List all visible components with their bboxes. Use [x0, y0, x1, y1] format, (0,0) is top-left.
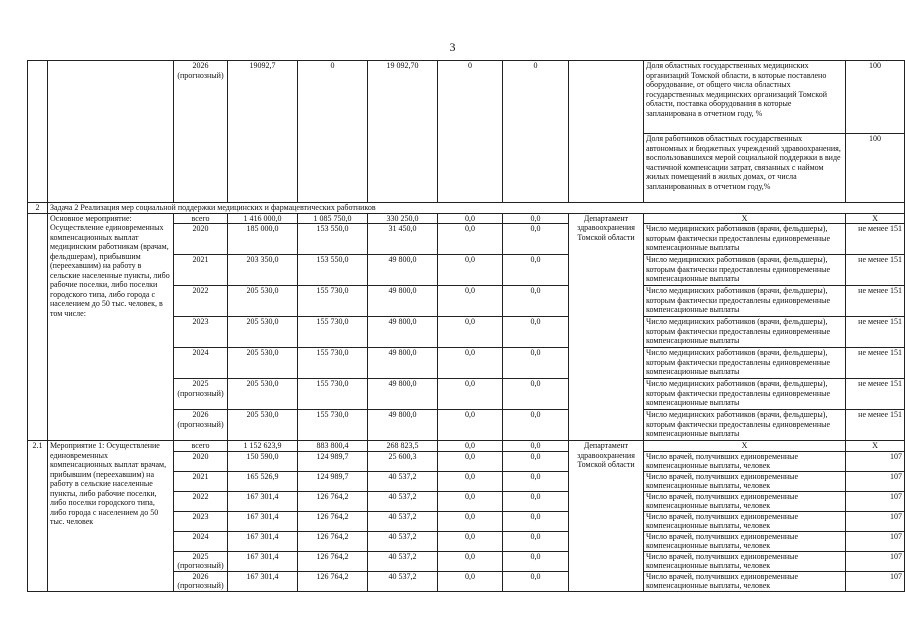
year-note: (прогнозный) — [177, 388, 224, 398]
extra-cell: 0,0 — [503, 511, 569, 531]
indicator-cell: Число медицинских работников (врачи, фельдшеры), которым фактически предоставлены единовременные компенсационные выплаты — [644, 255, 846, 286]
indicator-value: не менее 151 — [846, 317, 905, 348]
year-cell — [174, 286, 228, 317]
local-cell: 0,0 — [438, 551, 503, 571]
indicator-cell: Доля областных государственных медицинских организаций Томской области, в которые поставлено оборудование, от общего числа областных государственных медицинских организаций Томской области, поставка оборудования в которые запланирована в отчетном году, % — [644, 61, 846, 134]
total-cell: 205 530,0 — [228, 348, 298, 379]
regional-cell: 40 537,2 — [368, 511, 438, 531]
total-cell: 19092,7 — [228, 61, 298, 203]
year-cell — [174, 379, 228, 410]
regional-cell: 268 823,5 — [368, 441, 438, 452]
indicator-cell: Число врачей, получивших единовременные компенсационные выплаты, человек — [644, 451, 846, 471]
year-note: (прогнозный) — [177, 561, 224, 570]
num-cell — [28, 61, 48, 203]
indicator-cell: Число медицинских работников (врачи, фельдшеры), которым фактически предоставлены единовременные компенсационные выплаты — [644, 317, 846, 348]
year-value: 2026 — [192, 61, 209, 70]
indicator-cell: Число медицинских работников (врачи, фельдшеры), которым фактически предоставлены единовременные компенсационные выплаты — [644, 379, 846, 410]
federal-cell: 126 764,2 — [298, 491, 368, 511]
extra-cell: 0,0 — [503, 531, 569, 551]
measure-name-cell: Основное мероприятие: Осуществление единовременных компенсационных выплат медицинским работникам (врачам, фельдшерам), прибывшим (переехавшим) на работу в сельские населенные пункты, либо рабочие поселки, либо поселки городского типа, либо города с населением до 50 тыс. человек, в том числе: — [48, 213, 174, 441]
year-note: (прогнозный) — [177, 419, 224, 429]
federal-cell: 1 085 750,0 — [298, 213, 368, 224]
extra-cell: 0,0 — [503, 213, 569, 224]
indicator-value: 107 — [846, 531, 905, 551]
indicator-value: не менее 151 — [846, 286, 905, 317]
total-cell: 1 152 623,9 — [228, 441, 298, 452]
year-cell — [174, 317, 228, 348]
indicator-value: 107 — [846, 511, 905, 531]
regional-cell: 40 537,2 — [368, 491, 438, 511]
indicator-value: 107 — [846, 571, 905, 591]
year-value: 2024 — [192, 348, 209, 357]
task-title: Задача 2 Реализация мер социальной поддержки медицинских и фармацевтических работников — [48, 203, 905, 214]
total-cell: 167 301,4 — [228, 511, 298, 531]
name-cell — [48, 61, 174, 203]
year-value: 2020 — [192, 224, 209, 233]
indicator-value: не менее 151 — [846, 255, 905, 286]
year-value: 2024 — [192, 531, 209, 541]
task-row — [28, 203, 905, 214]
year-cell — [174, 224, 228, 255]
total-cell: 167 301,4 — [228, 491, 298, 511]
regional-cell: 40 537,2 — [368, 551, 438, 571]
federal-cell: 153 550,0 — [298, 224, 368, 255]
extra-cell: 0,0 — [503, 471, 569, 491]
num-cell — [28, 213, 48, 441]
extra-cell: 0,0 — [503, 410, 569, 441]
regional-cell: 31 450,0 — [368, 224, 438, 255]
year-value: 2026 — [192, 571, 209, 581]
measure-name-cell: Мероприятие 1: Осуществление единовременных компенсационных выплат врачам, прибывшим (переехавшим) на работу в сельские населенные пункты, либо рабочие поселки, либо поселки городского типа, либо города с населением до 50 тыс. человек — [48, 441, 174, 592]
local-cell: 0,0 — [438, 286, 503, 317]
federal-cell: 155 730,0 — [298, 410, 368, 441]
indicator-value: 107 — [846, 491, 905, 511]
local-cell: 0,0 — [438, 224, 503, 255]
local-cell: 0,0 — [438, 213, 503, 224]
extra-cell: 0,0 — [503, 348, 569, 379]
federal-cell: 153 550,0 — [298, 255, 368, 286]
indicator-cell: Число медицинских работников (врачи, фельдшеры), которым фактически предоставлены единовременные компенсационные выплаты — [644, 348, 846, 379]
regional-cell: 49 800,0 — [368, 317, 438, 348]
indicator-cell: Число медицинских работников (врачи, фельдшеры), которым фактически предоставлены единовременные компенсационные выплаты — [644, 286, 846, 317]
year-value: 2023 — [192, 511, 209, 521]
federal-cell: 155 730,0 — [298, 286, 368, 317]
local-cell: 0,0 — [438, 317, 503, 348]
num-cell: 2.1 — [28, 441, 48, 592]
regional-cell: 49 800,0 — [368, 286, 438, 317]
extra-cell: 0,0 — [503, 317, 569, 348]
indicator-value: 100 — [846, 61, 905, 134]
program-table — [27, 60, 905, 592]
total-cell: 205 530,0 — [228, 286, 298, 317]
indicator-value: 107 — [846, 551, 905, 571]
extra-cell: 0,0 — [503, 255, 569, 286]
year-cell — [174, 531, 228, 551]
year-value: 2021 — [192, 471, 209, 481]
extra-cell: 0,0 — [503, 491, 569, 511]
total-cell: 165 526,9 — [228, 471, 298, 491]
indicator-value: 100 — [846, 134, 905, 203]
dept-cell — [569, 61, 644, 203]
local-cell: 0,0 — [438, 491, 503, 511]
year-cell — [174, 451, 228, 471]
total-cell: 185 000,0 — [228, 224, 298, 255]
regional-cell: 40 537,2 — [368, 471, 438, 491]
indicator-value: 107 — [846, 471, 905, 491]
total-cell: 150 590,0 — [228, 451, 298, 471]
total-cell: 205 530,0 — [228, 379, 298, 410]
indicator-cell: Число врачей, получивших единовременные компенсационные выплаты, человек — [644, 511, 846, 531]
federal-cell: 155 730,0 — [298, 379, 368, 410]
federal-cell: 0 — [298, 61, 368, 203]
total-cell: 1 416 000,0 — [228, 213, 298, 224]
local-cell: 0,0 — [438, 571, 503, 591]
federal-cell: 126 764,2 — [298, 511, 368, 531]
extra-cell: 0,0 — [503, 571, 569, 591]
dept-cell: Департамент здравоохранения Томской области — [569, 213, 644, 441]
regional-cell: 40 537,2 — [368, 531, 438, 551]
year-note: (прогнозный) — [177, 70, 224, 80]
dept-cell: Департамент здравоохранения Томской области — [569, 441, 644, 592]
year-value: 2021 — [192, 255, 209, 264]
regional-cell: 49 800,0 — [368, 255, 438, 286]
indicator-cell: Число врачей, получивших единовременные компенсационные выплаты, человек — [644, 491, 846, 511]
indicator-value: не менее 151 — [846, 348, 905, 379]
indicator-cell: Х — [644, 213, 846, 224]
indicator-cell: Число медицинских работников (врачи, фельдшеры), которым фактически предоставлены единовременные компенсационные выплаты — [644, 224, 846, 255]
local-cell: 0 — [438, 61, 503, 203]
indicator-cell: Х — [644, 441, 846, 452]
federal-cell: 126 764,2 — [298, 551, 368, 571]
extra-cell: 0,0 — [503, 551, 569, 571]
main-total-row — [28, 213, 905, 224]
indicator-cell: Число врачей, получивших единовременные компенсационные выплаты, человек — [644, 531, 846, 551]
top-row-1 — [28, 61, 905, 134]
year-cell — [174, 471, 228, 491]
regional-cell: 25 600,3 — [368, 451, 438, 471]
indicator-cell: Число врачей, получивших единовременные компенсационные выплаты, человек — [644, 471, 846, 491]
year-cell — [174, 348, 228, 379]
extra-cell: 0,0 — [503, 451, 569, 471]
year-cell — [174, 255, 228, 286]
local-cell: 0,0 — [438, 410, 503, 441]
year-cell: всего — [174, 441, 228, 452]
year-cell: всего — [174, 213, 228, 224]
local-cell: 0,0 — [438, 379, 503, 410]
year-value: 2022 — [192, 286, 209, 295]
extra-cell: 0,0 — [503, 286, 569, 317]
year-cell — [174, 61, 228, 203]
task-number: 2 — [28, 203, 48, 214]
total-cell: 203 350,0 — [228, 255, 298, 286]
indicator-value: не менее 151 — [846, 379, 905, 410]
extra-cell: 0,0 — [503, 441, 569, 452]
local-cell: 0,0 — [438, 471, 503, 491]
regional-cell: 19 092,70 — [368, 61, 438, 203]
year-note: (прогнозный) — [177, 581, 224, 590]
regional-cell: 49 800,0 — [368, 379, 438, 410]
year-cell — [174, 511, 228, 531]
regional-cell: 40 537,2 — [368, 571, 438, 591]
indicator-cell: Число врачей, получивших единовременные компенсационные выплаты, человек — [644, 571, 846, 591]
total-cell: 167 301,4 — [228, 571, 298, 591]
page-number: 3 — [449, 40, 456, 54]
extra-cell: 0 — [503, 61, 569, 203]
year-cell — [174, 410, 228, 441]
federal-cell: 126 764,2 — [298, 571, 368, 591]
indicator-cell: Доля работников областных государственных автономных и бюджетных учреждений здравоохранения, воспользовавшихся мерой социальной поддержки в виде частичной компенсации затрат, связанных с наймом жилых помещений в жилых домах, от числа запланированных в отчетном году,% — [644, 134, 846, 203]
indicator-value: Х — [846, 213, 905, 224]
total-cell: 167 301,4 — [228, 551, 298, 571]
indicator-value: Х — [846, 441, 905, 452]
year-value: 2023 — [192, 317, 209, 326]
local-cell: 0,0 — [438, 348, 503, 379]
sub-total-row — [28, 441, 905, 452]
indicator-cell: Число врачей, получивших единовременные компенсационные выплаты, человек — [644, 551, 846, 571]
federal-cell: 883 800,4 — [298, 441, 368, 452]
year-value: 2022 — [192, 491, 209, 501]
local-cell: 0,0 — [438, 255, 503, 286]
regional-cell: 49 800,0 — [368, 348, 438, 379]
local-cell: 0,0 — [438, 441, 503, 452]
total-cell: 205 530,0 — [228, 410, 298, 441]
year-value: 2025 — [192, 379, 209, 388]
year-value: 2026 — [192, 410, 209, 419]
total-cell: 205 530,0 — [228, 317, 298, 348]
indicator-value: 107 — [846, 451, 905, 471]
federal-cell: 155 730,0 — [298, 348, 368, 379]
local-cell: 0,0 — [438, 451, 503, 471]
extra-cell: 0,0 — [503, 224, 569, 255]
indicator-cell: Число медицинских работников (врачи, фельдшеры), которым фактически предоставлены единовременные компенсационные выплаты — [644, 410, 846, 441]
total-cell: 167 301,4 — [228, 531, 298, 551]
federal-cell: 126 764,2 — [298, 531, 368, 551]
year-value: 2020 — [192, 451, 209, 461]
regional-cell: 49 800,0 — [368, 410, 438, 441]
local-cell: 0,0 — [438, 511, 503, 531]
indicator-value: не менее 151 — [846, 410, 905, 441]
regional-cell: 330 250,0 — [368, 213, 438, 224]
year-value: 2025 — [192, 551, 209, 561]
local-cell: 0,0 — [438, 531, 503, 551]
year-cell — [174, 571, 228, 591]
year-cell — [174, 491, 228, 511]
extra-cell: 0,0 — [503, 379, 569, 410]
federal-cell: 124 989,7 — [298, 451, 368, 471]
year-cell — [174, 551, 228, 571]
federal-cell: 155 730,0 — [298, 317, 368, 348]
federal-cell: 124 989,7 — [298, 471, 368, 491]
indicator-value: не менее 151 — [846, 224, 905, 255]
